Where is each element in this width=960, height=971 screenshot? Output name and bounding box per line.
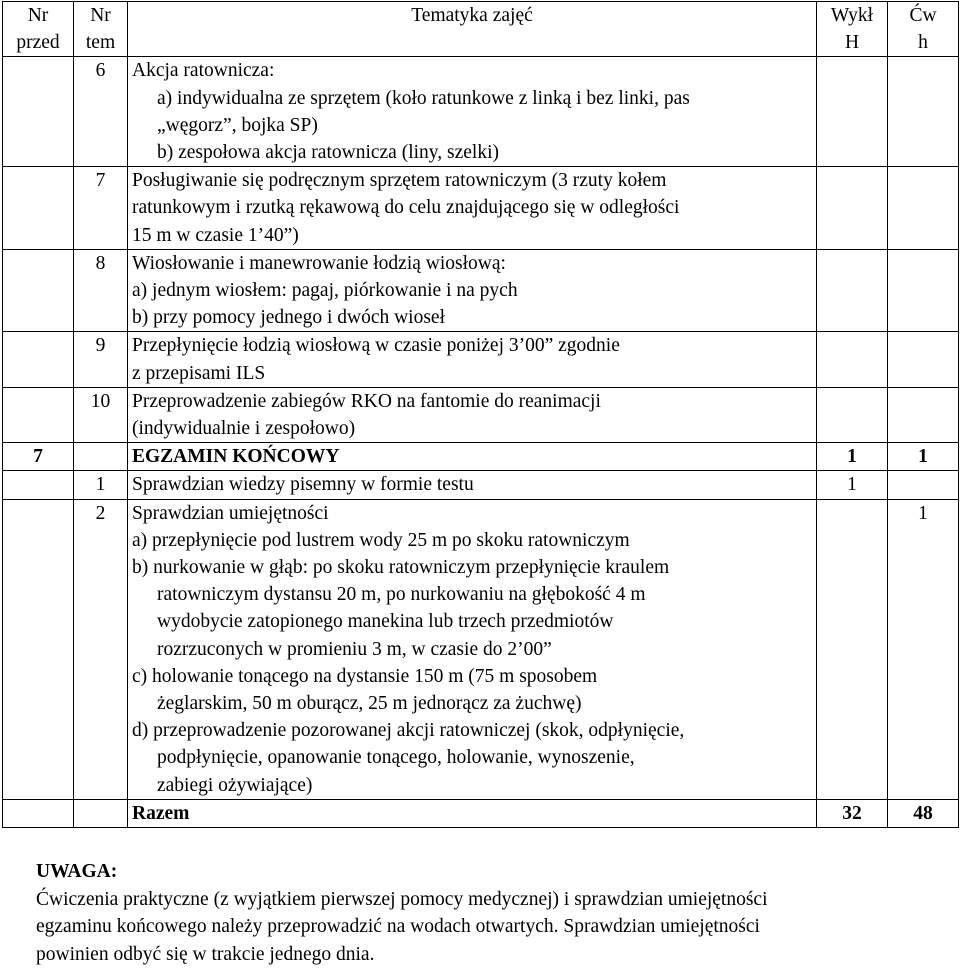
cw-cell	[888, 249, 959, 332]
table-header-row	[3, 2, 959, 57]
topic-line: Akcja ratownicza:	[132, 60, 275, 82]
wykl-cell: 1	[817, 471, 888, 499]
wykl-cell	[817, 167, 888, 250]
header-wykl-line1: Wykł	[830, 5, 874, 26]
nr-tem-cell: 1	[74, 471, 128, 499]
section-row	[3, 443, 959, 471]
section-wykl: 1	[817, 443, 888, 471]
wykl-cell	[817, 387, 888, 442]
program-table	[2, 1, 959, 828]
note-title: UWAGA:	[36, 861, 118, 882]
header-cw	[888, 2, 959, 57]
table-row	[3, 387, 959, 442]
topic-line: a) jednym wiosłem: pagaj, piórkowanie i na pych	[132, 280, 518, 302]
note-line: egzaminu końcowego należy przeprowadzić na wodach otwartych. Sprawdzian umiejętności	[36, 916, 760, 937]
cw-cell	[888, 57, 959, 167]
topic-cell	[128, 57, 817, 167]
wykl-cell	[817, 249, 888, 332]
topic-line: b) zespołowa akcja ratownicza (liny, szelki)	[157, 142, 500, 164]
topic-line: Sprawdzian umiejętności	[132, 502, 329, 524]
table-row	[3, 332, 959, 387]
total-row	[3, 799, 959, 827]
total-label: Razem	[128, 799, 817, 827]
section-number: 7	[3, 443, 74, 471]
header-nr-przed-line2: przed	[16, 32, 60, 54]
table-row	[3, 471, 959, 499]
header-nr-przed-line1: Nr	[27, 5, 49, 26]
header-wykl-line2: H	[844, 32, 860, 54]
nr-przed-cell	[3, 57, 74, 167]
topic-cell	[128, 249, 817, 332]
header-tematyka	[128, 2, 817, 57]
topic-line: z przepisami ILS	[132, 362, 266, 384]
total-empty	[74, 799, 128, 827]
section-empty	[74, 443, 128, 471]
note-line: powinien odbyć się w trakcie jednego dnia.	[36, 943, 375, 965]
header-wykl	[817, 2, 888, 57]
table-row	[3, 57, 959, 167]
wykl-cell	[817, 332, 888, 387]
table-row	[3, 167, 959, 250]
nr-tem-cell: 8	[74, 249, 128, 332]
topic-line: a) indywidualna ze sprzętem (koło ratunkowe z linką i bez linki, pas	[157, 87, 690, 109]
topic-line: Wiosłowanie i manewrowanie łodzią wiosłową:	[132, 252, 506, 274]
nr-tem-cell: 2	[74, 499, 128, 799]
header-nr-tem	[74, 2, 128, 57]
topic-line: ratunkowym i rzutką rękawową do celu znajdującego się w odległości	[132, 197, 680, 219]
section-cw: 1	[888, 443, 959, 471]
topic-line: zabiegi ożywiające)	[157, 774, 313, 796]
topic-line: c) holowanie tonącego na dystansie 150 m (75 m sposobem	[132, 665, 598, 687]
total-empty	[3, 799, 74, 827]
nr-przed-cell	[3, 167, 74, 250]
table-row	[3, 249, 959, 332]
topic-line: d) przeprowadzenie pozorowanej akcji ratowniczej (skok, odpłynięcie,	[132, 720, 685, 742]
nr-przed-cell	[3, 332, 74, 387]
topic-line: (indywidualnie i zespołowo)	[132, 418, 356, 440]
note-line: Ćwiczenia praktyczne (z wyjątkiem pierwszej pomocy medycznej) i sprawdzian umiejętności	[36, 888, 768, 910]
topic-line: wydobycie zatopionego manekina lub trzech przedmiotów	[157, 611, 614, 633]
topic-line: Przeprowadzenie zabiegów RKO na fantomie do reanimacji	[132, 390, 601, 412]
header-cw-line1: Ćw	[909, 5, 937, 26]
total-wykl: 32	[817, 799, 888, 827]
nr-przed-cell	[3, 499, 74, 799]
section-title: EGZAMIN KOŃCOWY	[128, 443, 817, 471]
topic-cell	[128, 471, 817, 499]
topic-line: b) przy pomocy jednego i dwóch wioseł	[132, 307, 446, 329]
topic-cell	[128, 332, 817, 387]
topic-line: ratowniczym dystansu 20 m, po nurkowaniu na głębokość 4 m	[157, 584, 646, 606]
topic-line: Przepłynięcie łodzią wiosłową w czasie poniżej 3’00” zgodnie	[132, 335, 620, 357]
header-nr-tem-line1: Nr	[90, 5, 111, 26]
topic-cell	[128, 499, 817, 799]
header-cw-line2: h	[918, 32, 928, 54]
topic-line: rozrzuconych w promieniu 3 m, w czasie do 2’00”	[157, 638, 552, 660]
note-block	[36, 858, 936, 968]
wykl-cell	[817, 57, 888, 167]
topic-cell	[128, 167, 817, 250]
nr-tem-cell: 10	[74, 387, 128, 442]
total-cw: 48	[888, 799, 959, 827]
topic-line: Posługiwanie się podręcznym sprzętem ratowniczym (3 rzuty kołem	[132, 170, 667, 192]
topic-line: 15 m w czasie 1’40”)	[132, 224, 299, 246]
cw-cell	[888, 167, 959, 250]
topic-line: „węgorz”, bojka SP)	[157, 114, 318, 136]
header-tematyka-label: Tematyka zajęć	[411, 5, 533, 26]
nr-przed-cell	[3, 249, 74, 332]
table-row	[3, 499, 959, 799]
header-nr-przed	[3, 2, 74, 57]
nr-przed-cell	[3, 471, 74, 499]
topic-line: Sprawdzian wiedzy pisemny w formie testu	[132, 474, 474, 496]
nr-tem-cell: 6	[74, 57, 128, 167]
header-nr-tem-line2: tem	[85, 32, 116, 54]
cw-cell	[888, 471, 959, 499]
topic-line: a) przepłynięcie pod lustrem wody 25 m po skoku ratowniczym	[132, 529, 630, 551]
nr-przed-cell	[3, 387, 74, 442]
nr-tem-cell: 9	[74, 332, 128, 387]
wykl-cell	[817, 499, 888, 799]
topic-line: b) nurkowanie w głąb: po skoku ratowniczym przepłynięcie kraulem	[132, 557, 670, 579]
topic-cell	[128, 387, 817, 442]
cw-cell	[888, 387, 959, 442]
cw-cell	[888, 332, 959, 387]
topic-line: żeglarskim, 50 m oburącz, 25 m jednorącz za żuchwę)	[157, 693, 582, 715]
topic-line: podpłynięcie, opanowanie tonącego, holowanie, wynoszenie,	[157, 747, 635, 769]
nr-tem-cell: 7	[74, 167, 128, 250]
cw-cell: 1	[888, 499, 959, 799]
